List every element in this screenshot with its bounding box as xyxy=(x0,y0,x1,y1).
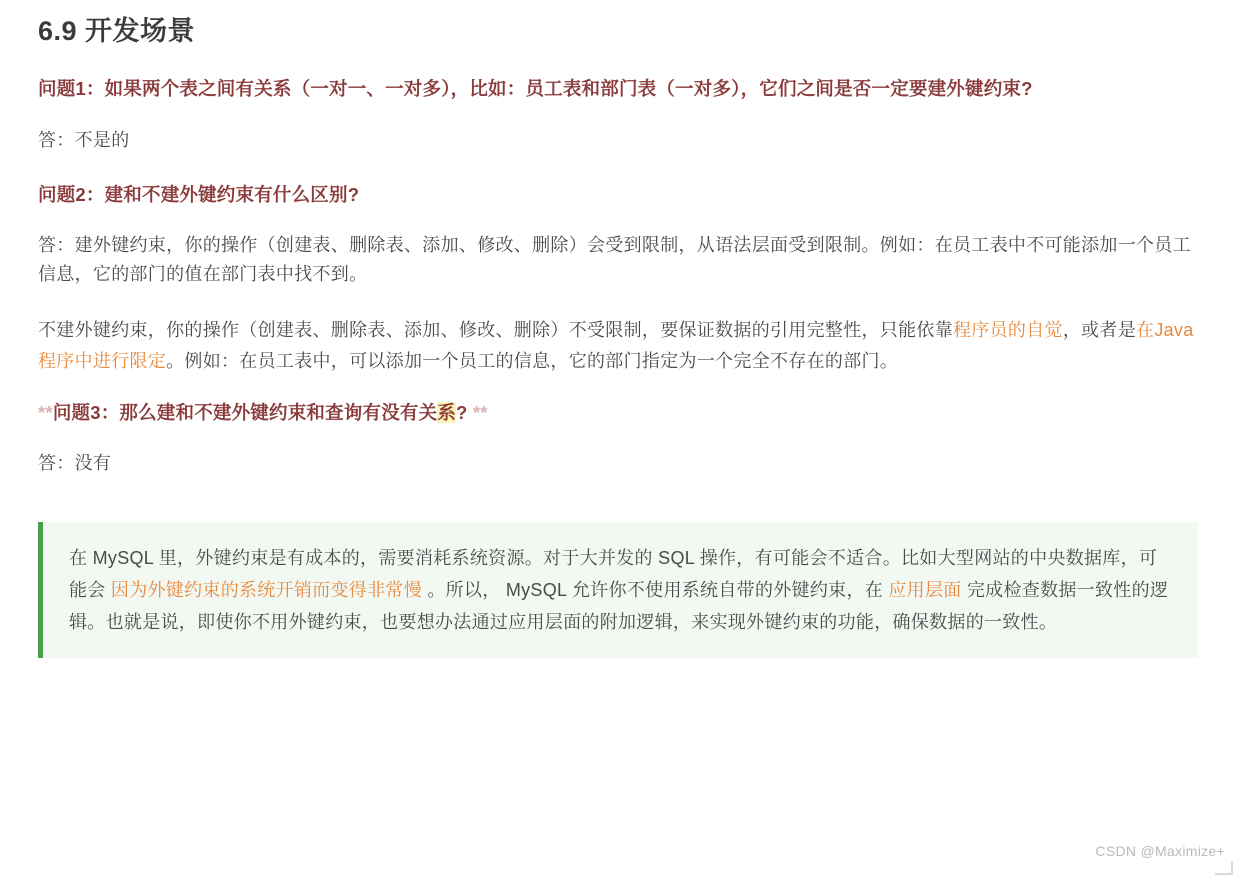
question-3-highlight: 系 xyxy=(437,401,457,423)
question-1 xyxy=(38,75,1197,104)
question-3-stars-left: ** xyxy=(38,401,53,423)
question-3-text-b: ? xyxy=(456,401,468,423)
question-2-label: 问题2： xyxy=(38,183,105,205)
question-2 xyxy=(38,181,1197,210)
quote-highlight-app-layer: 应用层面 xyxy=(888,580,962,601)
paragraph-no-foreign-key xyxy=(38,315,1197,377)
quote-highlight-overhead: 因为外键约束的系统开销而变得非常慢 xyxy=(110,580,423,601)
question-3 xyxy=(38,399,1197,428)
question-2-text: 建和不建外键约束有什么区别? xyxy=(104,183,360,205)
answer-1: 答：不是的 xyxy=(38,129,130,150)
corner-decoration xyxy=(1215,861,1233,875)
highlight-programmer-discipline: 程序员的自觉 xyxy=(953,319,1063,340)
paragraph-part-1: 不建外键约束，你的操作（创建表、删除表、添加、修改、删除）不受限制，要保证数据的引用完整性，只能依靠 xyxy=(38,319,953,340)
question-3-stars-right: ** xyxy=(472,401,488,423)
answer-3: 答：没有 xyxy=(38,453,112,474)
quote-part-2: 。所以， MySQL 允许你不使用系统自带的外键约束，在 xyxy=(422,580,889,601)
quote-block xyxy=(38,522,1198,658)
watermark: CSDN @Maximize+ xyxy=(1095,843,1225,859)
answer-2: 答：建外键约束，你的操作（创建表、删除表、添加、修改、删除）会受到限制，从语法层面受到限制。例如：在员工表中不可能添加一个员工信息，它的部门的值在部门表中找不到。 xyxy=(38,235,1191,285)
quote-part-3: 完成检查数据一致性的逻辑。也就是说，即使你不用外键约束，也要想办法通过应用层面的附加逻辑，来实现外键约束的功能，确保数据的一致性。 xyxy=(69,580,1169,633)
page-title: 6.9 开发场景 xyxy=(38,16,196,46)
paragraph-part-2: ，或者是 xyxy=(1062,319,1137,340)
quote-part-1: 在 MySQL 里，外键约束是有成本的，需要消耗系统资源。对于大并发的 SQL 操作，有可能会不适合。比如大型网站的中央数据库，可能会 xyxy=(69,548,1158,601)
question-1-text: 如果两个表之间有关系（一对一、一对多），比如：员工表和部门表（一对多），它们之间是否一定要建外键约束? xyxy=(104,78,1033,100)
question-3-text-a: 那么建和不建外键约束和查询有没有关 xyxy=(119,401,438,423)
highlight-java-limit: 在Java程序中进行限定 xyxy=(38,319,1194,371)
question-1-label: 问题1： xyxy=(38,78,105,100)
paragraph-part-3: 。例如：在员工表中，可以添加一个员工的信息，它的部门指定为一个完全不存在的部门。 xyxy=(166,350,899,371)
question-3-label: 问题3： xyxy=(52,401,120,423)
